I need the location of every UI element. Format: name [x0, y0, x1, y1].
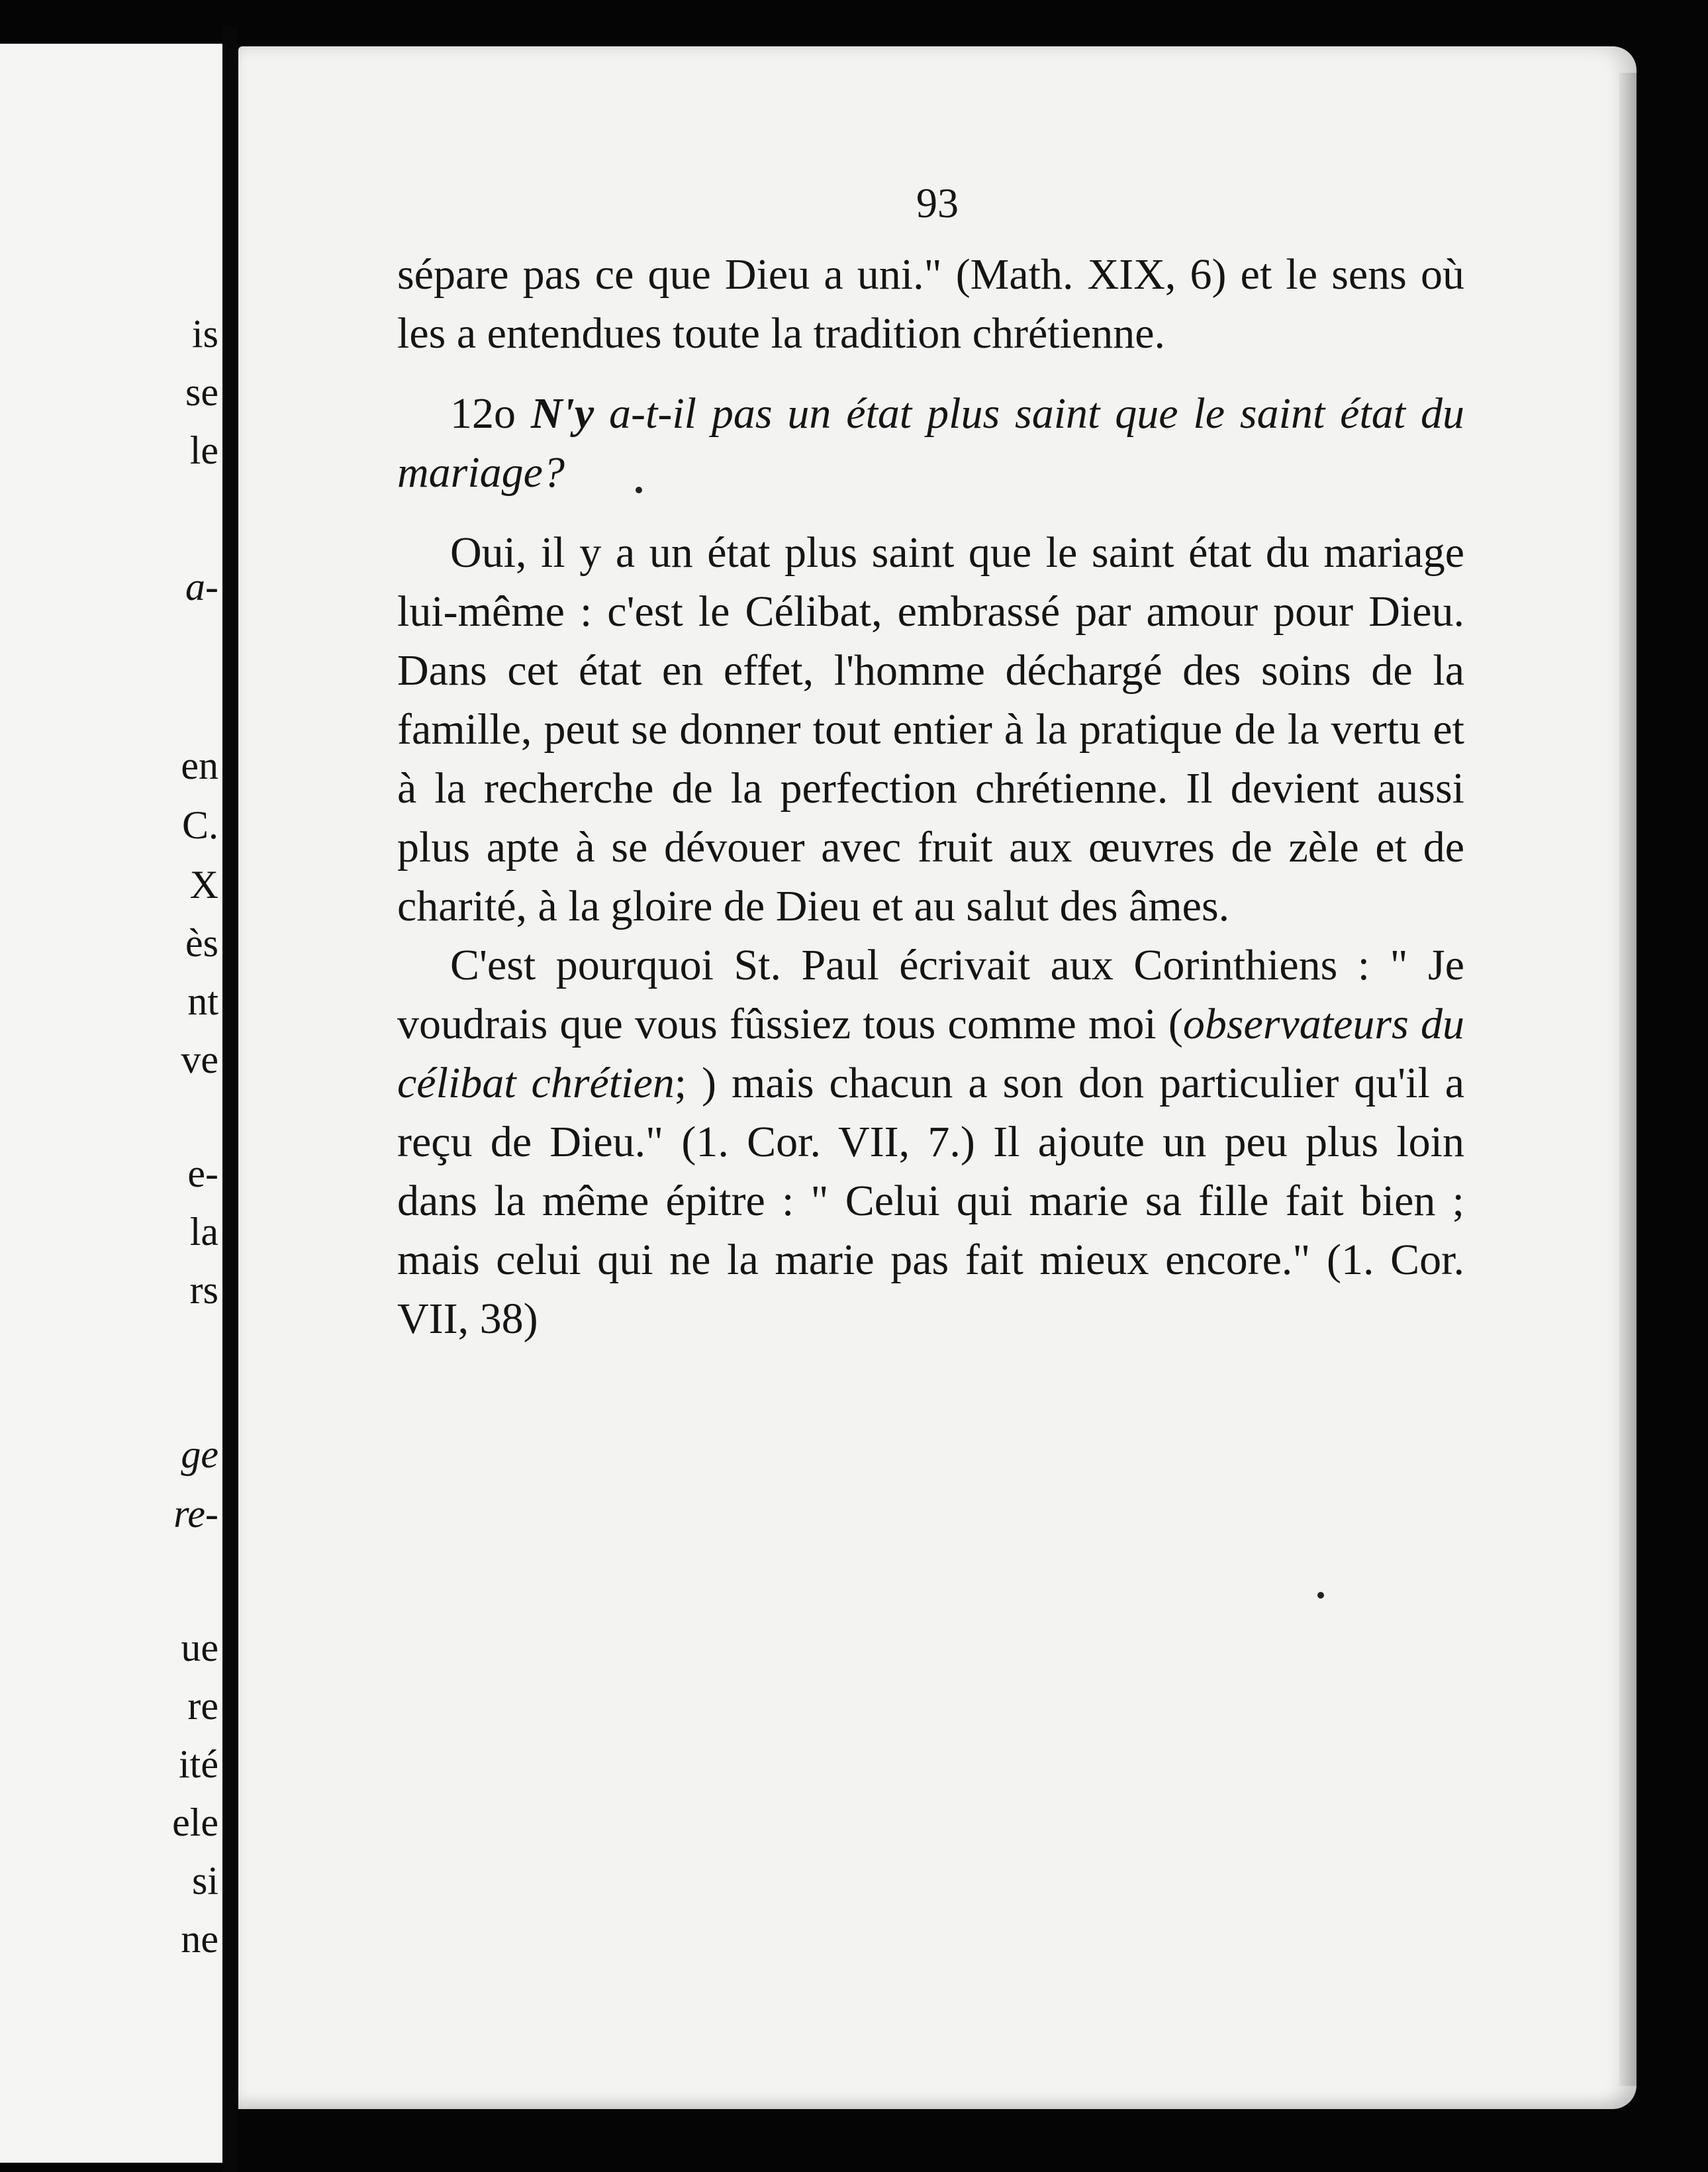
left-page-fragment: ue — [181, 1626, 218, 1669]
quote-italic-aside: observateurs du célibat chrétien — [397, 1000, 1464, 1107]
left-page-fragment: le — [189, 428, 218, 472]
right-page — [238, 46, 1637, 2109]
left-page-fragment: re- — [173, 1492, 218, 1536]
answer-paragraph: Oui, il y a un état plus saint que le saint état du mariage lui-même : c'est le Célibat, embrassé par amour pour Dieu. Dans cet état en effet, l'homme déchargé des soins de la famille, peut se donner tout entier à la pratique de la vertu et à la recherche de la perfection chrétienne. Il devient aussi plus apte à se dévouer avec fruit aux œuvres de zèle et de charité, à la gloire de Dieu et au salut des âmes. — [397, 528, 1464, 930]
left-page-fragment: ès — [185, 921, 218, 965]
page-edge-shadow — [1619, 73, 1637, 2086]
book-gutter — [222, 26, 237, 2172]
quote-paragraph — [397, 936, 1464, 1348]
page-number: 93 — [916, 179, 959, 226]
left-page-fragment: X — [189, 863, 218, 907]
quote-text-start: C'est pourquoi St. Paul écrivait aux Corinthiens : " Je voudrais que vous fûssiez tous comme moi ( — [397, 941, 1464, 1048]
question-number: 12o — [450, 389, 516, 438]
left-page-fragment: is — [191, 312, 218, 356]
left-page-fragment: nt — [187, 979, 218, 1023]
body-text — [397, 245, 1464, 1348]
left-page-fragment: en — [181, 744, 218, 787]
left-page-fragment: a- — [185, 565, 218, 609]
left-page-fragment: re — [187, 1684, 218, 1728]
left-page-fragment: la — [189, 1210, 218, 1254]
continuation-paragraph: sépare pas ce que Dieu a uni." (Math. XIX, 6) et le sens où les a entendues toute la tradition chrétienne. — [397, 250, 1464, 358]
left-page-fragment: ité — [179, 1742, 218, 1786]
ink-speck — [1317, 1592, 1324, 1599]
left-page-fragment: se — [185, 370, 218, 414]
left-page-fragment: ve — [181, 1038, 218, 1081]
left-page-fragment: ge — [181, 1432, 218, 1476]
left-page-fragment: si — [191, 1859, 218, 1902]
left-page-fragment: ne — [181, 1917, 218, 1961]
question-lead: N'y — [530, 389, 594, 438]
ink-speck — [636, 487, 642, 493]
question-text: a-t-il pas un état plus saint que le saint état du mariage? — [397, 389, 1464, 497]
left-page-fragment: ele — [172, 1801, 218, 1844]
left-page — [0, 44, 224, 2163]
question-paragraph — [397, 384, 1464, 502]
left-page-fragment: C. — [181, 803, 218, 847]
left-page-fragment: rs — [189, 1268, 218, 1312]
left-page-fragment: e- — [187, 1152, 218, 1195]
quote-text-end: ; ) mais chacun a son don particulier qu'il a reçu de Dieu." (1. Cor. VII, 7.) Il ajoute un peu plus loin dans la même épitre : " Celui qui marie sa fille fait bien ; mais celui qui ne la marie pas fait mieux encore." (1. Cor. VII, 38) — [397, 1059, 1465, 1343]
